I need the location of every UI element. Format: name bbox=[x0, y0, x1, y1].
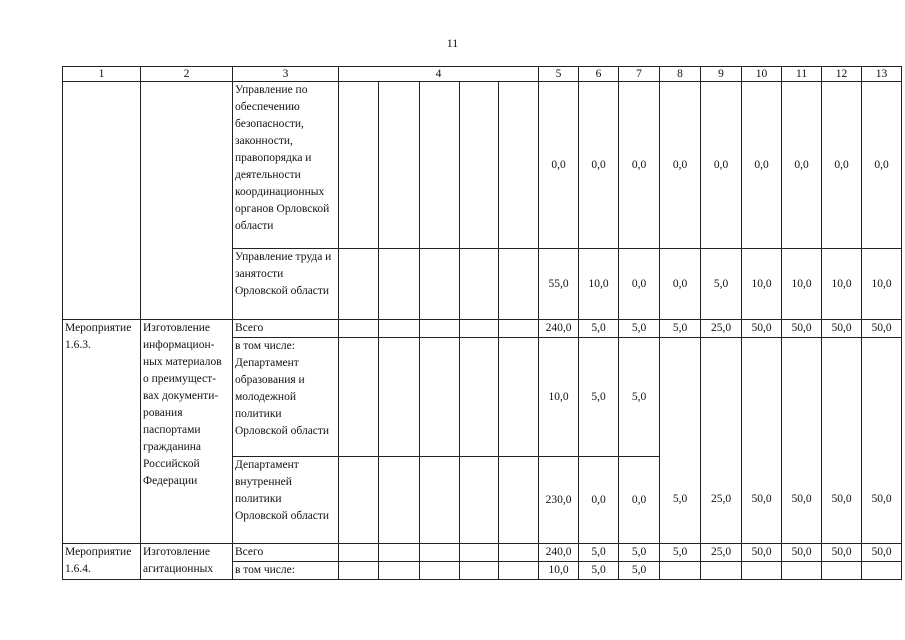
value-cell: 50,0 bbox=[862, 544, 902, 562]
page-number: 11 bbox=[446, 36, 459, 50]
value-cell: 25,0 bbox=[701, 457, 742, 544]
value-cell bbox=[701, 562, 742, 580]
header-cell: 2 bbox=[141, 67, 233, 82]
value-cell: 55,0 bbox=[539, 249, 579, 320]
executor-cell: Управление по обеспечению безопасности, законности, правопорядка и деятельности координационных органов Орловской области bbox=[233, 82, 339, 249]
value-cell bbox=[660, 338, 701, 457]
value-cell: 0,0 bbox=[782, 82, 822, 249]
value-cell: 50,0 bbox=[782, 457, 822, 544]
value-cell: 50,0 bbox=[782, 320, 822, 338]
value-cell: 10,0 bbox=[862, 249, 902, 320]
value-cell: 0,0 bbox=[619, 249, 660, 320]
value-cell bbox=[862, 562, 902, 580]
empty-cell bbox=[141, 82, 233, 320]
table-row bbox=[63, 544, 902, 562]
header-cell: 8 bbox=[660, 67, 701, 82]
value-cell: 10,0 bbox=[782, 249, 822, 320]
value-cell: 5,0 bbox=[660, 457, 701, 544]
header-cell: 12 bbox=[822, 67, 862, 82]
header-cell: 4 bbox=[339, 67, 539, 82]
value-cell: 5,0 bbox=[619, 320, 660, 338]
value-cell bbox=[822, 562, 862, 580]
value-cell: 50,0 bbox=[742, 544, 782, 562]
value-cell: 0,0 bbox=[539, 82, 579, 249]
value-cell: 5,0 bbox=[619, 544, 660, 562]
header-cell: 13 bbox=[862, 67, 902, 82]
value-cell bbox=[782, 338, 822, 457]
value-cell: 50,0 bbox=[822, 457, 862, 544]
value-cell: 0,0 bbox=[742, 82, 782, 249]
value-cell: 5,0 bbox=[619, 338, 660, 457]
value-cell: 25,0 bbox=[701, 544, 742, 562]
value-cell: 25,0 bbox=[701, 320, 742, 338]
executor-cell: Всего bbox=[233, 320, 339, 338]
value-cell: 5,0 bbox=[701, 249, 742, 320]
value-cell: 0,0 bbox=[579, 82, 619, 249]
executor-cell: в том числе: bbox=[233, 562, 339, 580]
value-cell bbox=[862, 338, 902, 457]
executor-cell: Управление труда и занятости Орловской области bbox=[233, 249, 339, 320]
value-cell: 10,0 bbox=[742, 249, 782, 320]
value-cell: 5,0 bbox=[579, 562, 619, 580]
header-cell: 1 bbox=[63, 67, 141, 82]
value-cell: 10,0 bbox=[822, 249, 862, 320]
measure-number-cell: Мероприятие 1.6.4. bbox=[63, 544, 141, 580]
header-cell: 7 bbox=[619, 67, 660, 82]
value-cell: 5,0 bbox=[660, 544, 701, 562]
header-cell: 3 bbox=[233, 67, 339, 82]
header-cell: 5 bbox=[539, 67, 579, 82]
value-cell bbox=[782, 562, 822, 580]
value-cell: 240,0 bbox=[539, 544, 579, 562]
value-cell: 10,0 bbox=[539, 562, 579, 580]
value-cell: 5,0 bbox=[619, 562, 660, 580]
value-cell bbox=[822, 338, 862, 457]
value-cell: 50,0 bbox=[862, 320, 902, 338]
empty-cell bbox=[63, 82, 141, 320]
value-cell: 50,0 bbox=[782, 544, 822, 562]
value-cell: 0,0 bbox=[862, 82, 902, 249]
value-cell: 5,0 bbox=[579, 338, 619, 457]
value-cell: 0,0 bbox=[660, 249, 701, 320]
value-cell bbox=[742, 562, 782, 580]
value-cell: 50,0 bbox=[822, 544, 862, 562]
executor-cell: в том числе: Департамент образования и молодежной политики Орловской области bbox=[233, 338, 339, 457]
value-cell: 5,0 bbox=[579, 320, 619, 338]
value-cell: 5,0 bbox=[579, 544, 619, 562]
value-cell: 50,0 bbox=[742, 320, 782, 338]
value-cell: 0,0 bbox=[619, 457, 660, 544]
value-cell: 50,0 bbox=[862, 457, 902, 544]
value-cell: 10,0 bbox=[579, 249, 619, 320]
header-cell: 6 bbox=[579, 67, 619, 82]
value-cell: 50,0 bbox=[742, 457, 782, 544]
header-cell: 10 bbox=[742, 67, 782, 82]
measure-name-cell: Изготовление информацион-ных материалов о преимущест-вах документи-рования паспортами гражданина Российской Федерации bbox=[141, 320, 233, 544]
measure-number-cell: Мероприятие 1.6.3. bbox=[63, 320, 141, 544]
value-cell: 0,0 bbox=[579, 457, 619, 544]
measure-name-cell: Изготовление агитационных bbox=[141, 544, 233, 580]
value-cell: 0,0 bbox=[660, 82, 701, 249]
value-cell: 10,0 bbox=[539, 338, 579, 457]
value-cell: 50,0 bbox=[822, 320, 862, 338]
value-cell bbox=[660, 562, 701, 580]
value-cell: 0,0 bbox=[619, 82, 660, 249]
value-cell: 5,0 bbox=[660, 320, 701, 338]
value-cell: 0,0 bbox=[822, 82, 862, 249]
value-cell bbox=[701, 338, 742, 457]
header-cell: 11 bbox=[782, 67, 822, 82]
value-cell: 230,0 bbox=[539, 457, 579, 544]
value-cell: 0,0 bbox=[701, 82, 742, 249]
executor-cell: Департамент внутренней политики Орловской области bbox=[233, 457, 339, 544]
table-row bbox=[63, 82, 902, 249]
value-cell bbox=[742, 338, 782, 457]
header-row bbox=[63, 67, 902, 82]
program-table bbox=[62, 66, 902, 580]
header-cell: 9 bbox=[701, 67, 742, 82]
value-cell: 240,0 bbox=[539, 320, 579, 338]
table-row bbox=[63, 320, 902, 338]
executor-cell: Всего bbox=[233, 544, 339, 562]
